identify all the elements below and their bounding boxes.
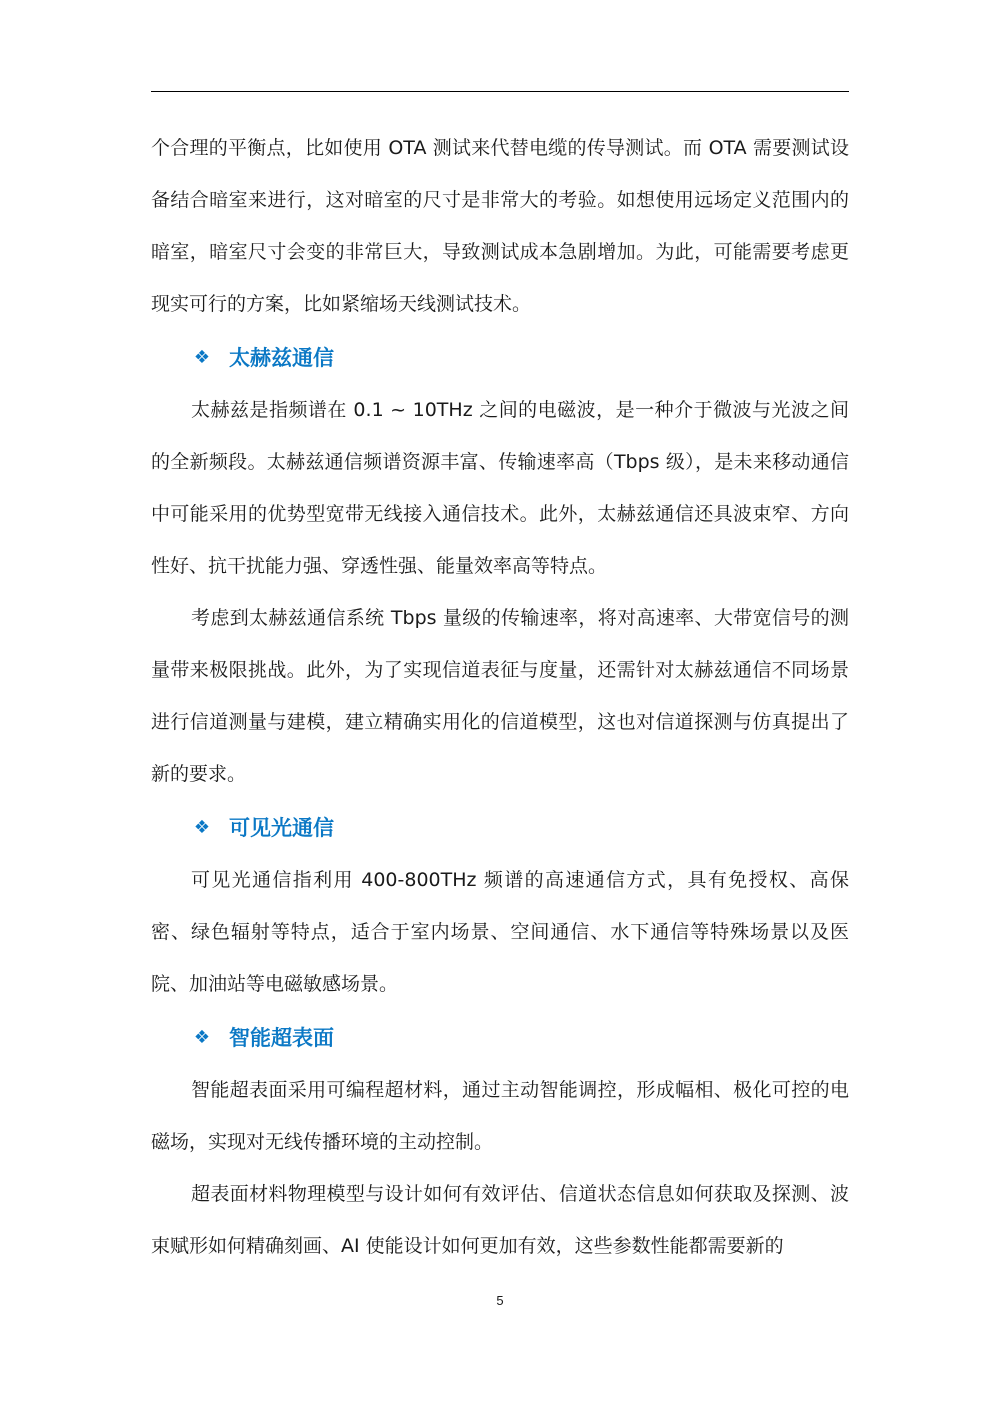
diamond-cluster-icon: ❖ [193,1026,211,1048]
header-rule [151,91,849,92]
document-body [151,122,849,1272]
paragraph-smart-surface-challenge: 超表面材料物理模型与设计如何有效评估、信道状态信息如何获取及探测、波束赋形如何精确刻画、AI 使能设计如何更加有效，这些参数性能都需要新的 [151,1183,849,1257]
section-heading-terahertz [151,330,849,384]
page-number: 5 [496,1293,504,1308]
paragraph-smart-surface-intro: 智能超表面采用可编程超材料，通过主动智能调控，形成幅相、极化可控的电磁场，实现对无线传播环境的主动控制。 [151,1079,849,1153]
paragraph-visible-light: 可见光通信指利用 400-800THz 频谱的高速通信方式，具有免授权、高保密、绿色辐射等特点，适合于室内场景、空间通信、水下通信等特殊场景以及医院、加油站等电磁敏感场景。 [151,869,849,995]
section-heading-text: 太赫兹通信 [229,346,334,370]
paragraph-ota-continuation: 个合理的平衡点，比如使用 OTA 测试来代替电缆的传导测试。而 OTA 需要测试设备结合暗室来进行，这对暗室的尺寸是非常大的考验。如想使用远场定义范围内的暗室，暗室尺寸会变的非常巨大，导致测试成本急剧增加。为此，可能需要考虑更现实可行的方案，比如紧缩场天线测试技术。 [151,137,849,315]
diamond-cluster-icon: ❖ [193,346,211,368]
section-heading-smart-surface [151,1010,849,1064]
paragraph-terahertz-intro: 太赫兹是指频谱在 0.1 ~ 10THz 之间的电磁波，是一种介于微波与光波之间的全新频段。太赫兹通信频谱资源丰富、传输速率高（Tbps 级），是未来移动通信中可能采用的优势型宽带无线接入通信技术。此外，太赫兹通信还具波束窄、方向性好、抗干扰能力强、穿透性强、能量效率高等特点。 [151,399,849,577]
diamond-cluster-icon: ❖ [193,816,211,838]
section-heading-text: 智能超表面 [229,1026,334,1050]
section-heading-visible-light [151,800,849,854]
section-heading-text: 可见光通信 [229,816,334,840]
paragraph-terahertz-challenge: 考虑到太赫兹通信系统 Tbps 量级的传输速率，将对高速率、大带宽信号的测量带来极限挑战。此外，为了实现信道表征与度量，还需针对太赫兹通信不同场景进行信道测量与建模，建立精确实用化的信道模型，这也对信道探测与仿真提出了新的要求。 [151,607,849,785]
